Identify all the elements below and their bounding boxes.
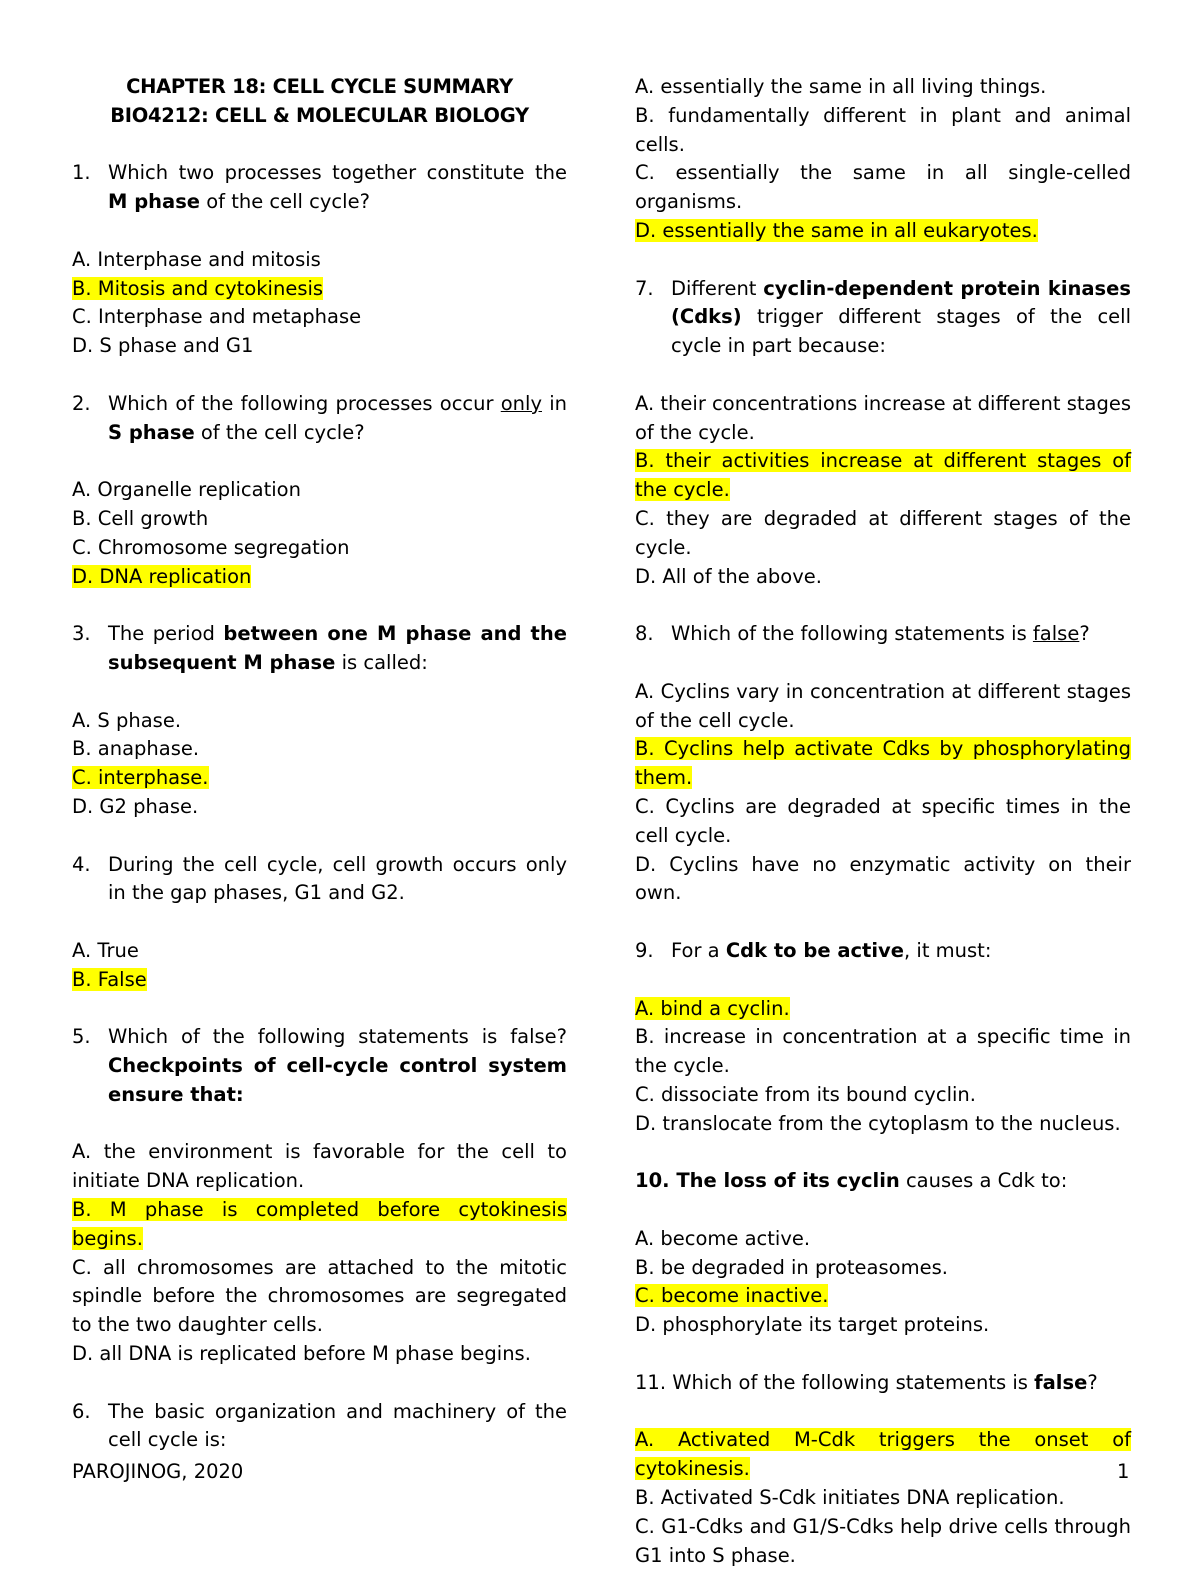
q6-option-d-answer: D. essentially the same in all eukaryotes. <box>635 218 1038 242</box>
question-number: 5. <box>72 1025 91 1049</box>
footer-author: PAROJINOG, 2020 <box>72 1460 244 1483</box>
q5-option-d: D. all DNA is replicated before M phase begins. <box>72 1342 531 1366</box>
q5-option-c: C. all chromosomes are attached to the mitotic spindle before the chromosomes are segregated to the two daughter cells. <box>72 1255 567 1337</box>
q9-option-c: C. dissociate from its bound cyclin. <box>635 1082 976 1106</box>
question-number: 1. <box>72 161 91 185</box>
question-number: 6. <box>72 1399 91 1423</box>
q6-option-c: C. essentially the same in all single-celled organisms. <box>635 161 1131 214</box>
right-column <box>635 73 1131 1570</box>
question-number: 7. <box>635 276 654 300</box>
q2-option-c: C. Chromosome segregation <box>72 535 350 559</box>
question-number: 8. <box>635 622 654 646</box>
q7-option-a: A. their concentrations increase at different stages of the cycle. <box>635 391 1131 444</box>
q10-option-a: A. become active. <box>635 1226 811 1250</box>
q11-option-a-answer: A. Activated M-Cdk triggers the onset of cytokinesis. <box>635 1428 1131 1481</box>
q6-option-a: A. essentially the same in all living things. <box>635 75 1047 98</box>
q8-option-c: C. Cyclins are degraded at specific times in the cell cycle. <box>635 794 1131 847</box>
q3-option-d: D. G2 phase. <box>72 794 199 818</box>
q10-option-b: B. be degraded in proteasomes. <box>635 1255 948 1279</box>
question-9: 9. For a Cdk to be active, it must: <box>635 937 1131 966</box>
q4-option-b-answer: B. False <box>72 967 147 991</box>
q2-option-b: B. Cell growth <box>72 506 209 530</box>
q1-option-b-answer: B. Mitosis and cytokinesis <box>72 276 324 300</box>
q2-option-d-answer: D. DNA replication <box>72 564 252 588</box>
question-number: 4. <box>72 852 91 876</box>
question-number: 9. <box>635 938 654 962</box>
q9-option-d: D. translocate from the cytoplasm to the nucleus. <box>635 1111 1121 1135</box>
q10-option-d: D. phosphorylate its target proteins. <box>635 1313 990 1337</box>
q7-option-b-answer: B. their activities increase at different stages of the cycle. <box>635 449 1131 502</box>
q1-option-a: A. Interphase and mitosis <box>72 247 321 271</box>
left-column <box>72 73 567 1455</box>
question-6: 6. The basic organization and machinery of the cell cycle is: <box>72 1398 567 1456</box>
chapter-title: CHAPTER 18: CELL CYCLE SUMMARY <box>126 75 513 98</box>
question-2: 2. Which of the following processes occur only in S phase of the cell cycle? <box>72 390 567 448</box>
question-4: 4. During the cell cycle, cell growth occurs only in the gap phases, G1 and G2. <box>72 851 567 909</box>
q6-option-b: B. fundamentally different in plant and animal cells. <box>635 103 1131 156</box>
page-number: 1 <box>1117 1460 1130 1483</box>
question-5: 5. Which of the following statements is false? Checkpoints of cell-cycle control system ensure that: <box>72 1023 567 1109</box>
q3-option-c-answer: C. interphase. <box>72 766 209 790</box>
question-1: 1. Which two processes together constitute the M phase of the cell cycle? <box>72 159 567 217</box>
q9-option-b: B. increase in concentration at a specific time in the cycle. <box>635 1025 1131 1078</box>
course-title: BIO4212: CELL & MOLECULAR BIOLOGY <box>110 103 529 127</box>
question-11: 11. Which of the following statements is false? <box>635 1370 1098 1394</box>
q3-option-a: A. S phase. <box>72 708 182 732</box>
q3-option-b: B. anaphase. <box>72 737 200 761</box>
q7-option-d: D. All of the above. <box>635 564 822 588</box>
q2-option-a: A. Organelle replication <box>72 478 301 502</box>
question-8: 8. Which of the following statements is false? <box>635 620 1131 649</box>
q10-option-c-answer: C. become inactive. <box>635 1284 829 1308</box>
question-7: 7. Different cyclin-dependent protein kinases (Cdks) trigger different stages of the cell cycle in part because: <box>635 275 1131 361</box>
question-3: 3. The period between one M phase and the subsequent M phase is called: <box>72 620 567 678</box>
q4-option-a: A. True <box>72 938 139 962</box>
question-10: 10. The loss of its cyclin causes a Cdk to: <box>635 1169 1068 1193</box>
q8-option-d: D. Cyclins have no enzymatic activity on their own. <box>635 852 1131 905</box>
question-number: 3. <box>72 622 91 646</box>
q7-option-c: C. they are degraded at different stages of the cycle. <box>635 506 1131 559</box>
q11-option-c: C. G1-Cdks and G1/S-Cdks help drive cells through G1 into S phase. <box>635 1514 1131 1567</box>
q9-option-a-answer: A. bind a cyclin. <box>635 996 790 1020</box>
q8-option-a: A. Cyclins vary in concentration at different stages of the cell cycle. <box>635 679 1131 732</box>
q1-option-c: C. Interphase and metaphase <box>72 305 362 329</box>
q11-option-b: B. Activated S-Cdk initiates DNA replication. <box>635 1486 1065 1510</box>
q8-option-b-answer: B. Cyclins help activate Cdks by phosphorylating them. <box>635 737 1131 790</box>
q5-option-b-answer: B. M phase is completed before cytokinesis begins. <box>72 1198 567 1250</box>
question-number: 2. <box>72 391 91 415</box>
q5-option-a: A. the environment is favorable for the cell to initiate DNA replication. <box>72 1140 567 1193</box>
q1-option-d: D. S phase and G1 <box>72 334 254 358</box>
